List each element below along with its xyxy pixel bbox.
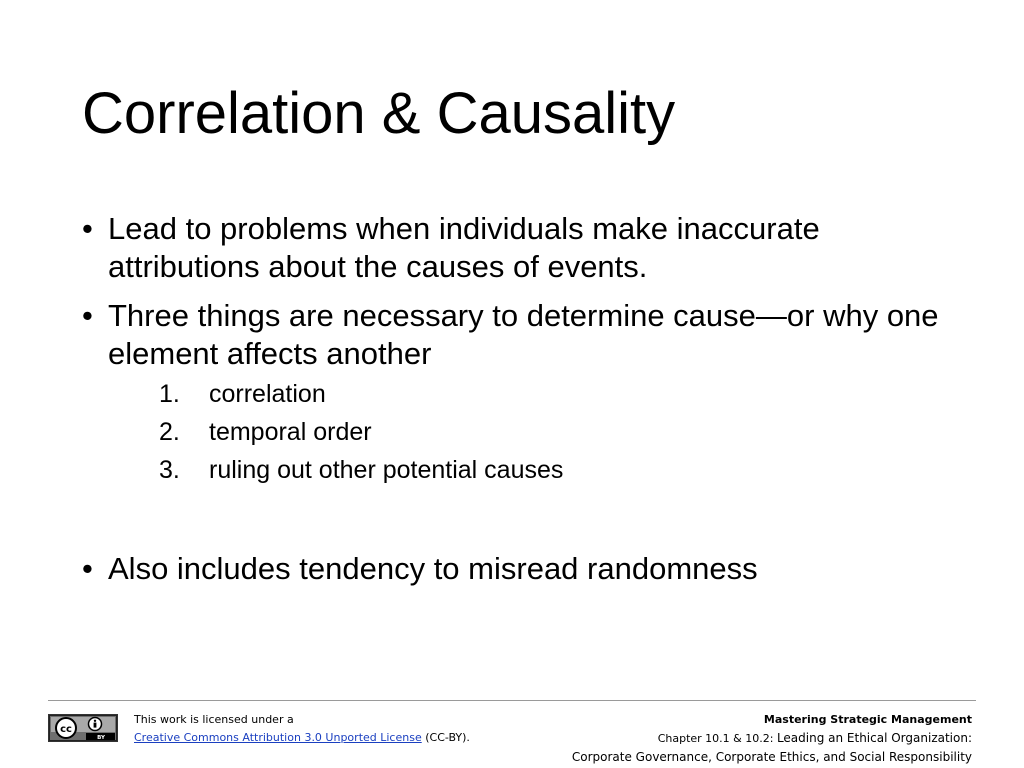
item-number: 3. bbox=[159, 456, 180, 484]
footer-divider bbox=[48, 700, 976, 701]
item-text: correlation bbox=[209, 380, 326, 408]
license-intro: This work is licensed under a bbox=[134, 713, 294, 726]
bullet-marker: • bbox=[82, 298, 93, 333]
cc-icon-label: cc bbox=[60, 724, 72, 735]
license-line bbox=[134, 729, 470, 747]
by-icon-label: BY bbox=[97, 735, 105, 741]
bullet-text: Lead to problems when individuals make inaccurate attributions about the causes of events. bbox=[108, 211, 820, 284]
chapter-subtitle: Corporate Governance, Corporate Ethics, and Social Responsibility bbox=[571, 750, 972, 764]
book-title: Mastering Strategic Management bbox=[763, 713, 972, 726]
numbered-item bbox=[159, 375, 962, 413]
chapter-title: Leading an Ethical Organization: bbox=[776, 731, 972, 745]
license-notice bbox=[134, 711, 470, 747]
footer-credits bbox=[572, 711, 972, 766]
item-text: temporal order bbox=[209, 418, 372, 446]
creative-commons-by-icon-graphic bbox=[49, 715, 119, 743]
numbered-list bbox=[159, 375, 962, 489]
bullet-list bbox=[82, 210, 962, 586]
bullet-marker: • bbox=[82, 551, 93, 586]
numbered-item bbox=[159, 413, 962, 451]
slide-title: Correlation & Causality bbox=[82, 81, 676, 146]
item-number: 1. bbox=[159, 380, 180, 408]
bullet-item bbox=[82, 210, 962, 286]
bullet-item bbox=[82, 550, 968, 588]
bullet-marker: • bbox=[82, 211, 93, 246]
item-text: ruling out other potential causes bbox=[209, 456, 564, 484]
license-link[interactable]: Creative Commons Attribution 3.0 Unported License bbox=[134, 731, 422, 744]
numbered-item bbox=[159, 451, 962, 489]
creative-commons-by-icon[interactable] bbox=[48, 714, 118, 742]
bullet-text: Three things are necessary to determine cause—or why one element affects another bbox=[108, 298, 939, 371]
chapter-prefix: Chapter 10.1 & 10.2: bbox=[657, 732, 774, 745]
item-number: 2. bbox=[159, 418, 180, 446]
chapter-line bbox=[572, 729, 972, 748]
bullet-item bbox=[82, 297, 962, 489]
license-abbrev: (CC-BY). bbox=[425, 731, 470, 744]
bullet-text: Also includes tendency to misread randomness bbox=[108, 551, 758, 586]
